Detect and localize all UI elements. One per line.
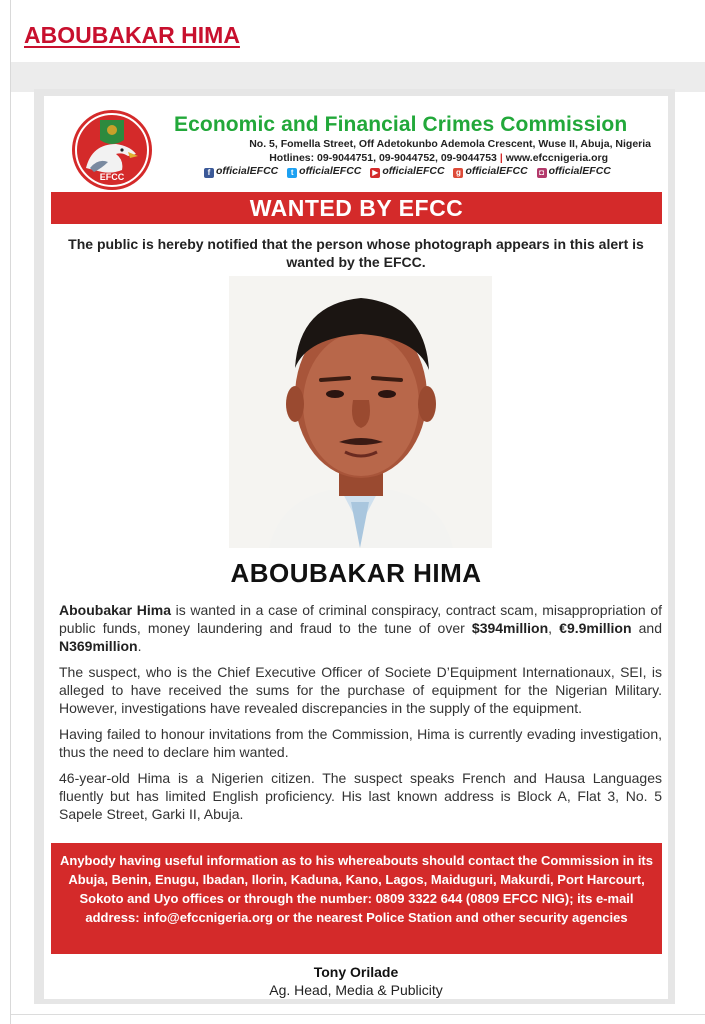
signer-title: Ag. Head, Media & Publicity [269, 982, 443, 998]
case-details [59, 601, 662, 831]
website-link[interactable]: www.efccnigeria.org [505, 152, 608, 164]
public-notice: The public is hereby notified that the person whose photograph appears in this alert is wanted by the EFCC. [68, 236, 644, 270]
wanted-poster[interactable] [44, 96, 668, 999]
sentence-end: . [137, 638, 142, 654]
charges-text: is wanted in a case of criminal conspiracy, contract scam, misappropriation of public funds, money laundering and fraud to the tune of over [59, 602, 663, 636]
header-band [11, 62, 705, 92]
youtube-icon: ▶ [372, 168, 379, 177]
contact-information: Anybody having useful information as to his whereabouts should contact the Commission in its Abuja, Benin, Enugu, Ibadan, Ilorin, Kaduna, Kano, Lagos, Maiduguri, Makurdi, Port Harcourt, Sokoto and Uyo offices or through the number: 0809 3322 644 (0809 EFCC NIG); its e-mail address: info@efccnigeria.org or the nearest Police Station and other security agencies [51, 843, 662, 954]
efcc-logo [72, 110, 152, 190]
instagram-icon: ◘ [537, 168, 547, 178]
hotline-separator: | [499, 152, 503, 164]
evasion-paragraph: Having failed to honour invitations from the Commission, Hima is currently evading investigation, thus the need to declare him wanted. [59, 726, 662, 760]
suspect-portrait-image [229, 276, 492, 548]
bottom-divider [11, 1014, 705, 1015]
logo-label: EFCC [99, 172, 125, 182]
social-handles [204, 165, 617, 178]
facebook-icon: f [204, 168, 214, 178]
social-handle: officialEFCC [299, 165, 362, 177]
organization-address: No. 5, Fomella Street, Off Adetokunbo Ademola Crescent, Wuse II, Abuja, Nigeria [249, 138, 651, 150]
allegation-paragraph: The suspect, who is the Chief Executive Officer of Societe D’Equipment Internationaux, SEI, is alleged to have received the sums for the purchase of equipment for the Nigerian Military. However, investigations have revealed discrepancies in the supply of the equipment. [59, 664, 662, 716]
suspect-photo [229, 276, 492, 548]
amount-separator: , [548, 620, 560, 636]
suspect-name: ABOUBAKAR HIMA [230, 558, 482, 588]
social-instagram[interactable] [537, 165, 611, 178]
amount-usd: $394million [471, 620, 549, 636]
social-youtube[interactable] [370, 165, 444, 178]
twitter-icon: t [287, 168, 297, 178]
profile-paragraph: 46-year-old Hima is a Nigerien citizen. The suspect speaks French and Hausa Languages fluently but has limited English proficiency. His last known address is Block A, Flat 3, No. 5 Sapele Street, Garki II, Abuja. [59, 770, 662, 822]
social-handle: officialEFCC [548, 165, 611, 177]
social-twitter[interactable] [287, 165, 361, 178]
hotlines [269, 152, 608, 164]
organization-name: Economic and Financial Crimes Commission [174, 113, 628, 136]
hotline-numbers: Hotlines: 09-9044751, 09-9044752, 09-9044753 [269, 152, 497, 164]
suspect-name-inline: Aboubakar Hima [59, 602, 171, 618]
wanted-banner: WANTED BY EFCC [51, 192, 662, 224]
charges-paragraph [59, 601, 662, 655]
signer-name: Tony Orilade [313, 964, 399, 980]
amount-separator: and [631, 620, 662, 636]
googleplus-icon: g [453, 168, 463, 178]
social-handle: officialEFCC [216, 165, 279, 177]
amount-ngn: N369million [59, 638, 138, 654]
amount-eur: €9.9million [559, 620, 632, 636]
social-facebook[interactable] [204, 165, 278, 178]
social-handle: officialEFCC [382, 165, 445, 177]
social-handle: officialEFCC [465, 165, 528, 177]
page-title[interactable]: ABOUBAKAR HIMA [24, 22, 240, 48]
social-googleplus[interactable] [453, 165, 527, 178]
left-divider [10, 0, 11, 1024]
